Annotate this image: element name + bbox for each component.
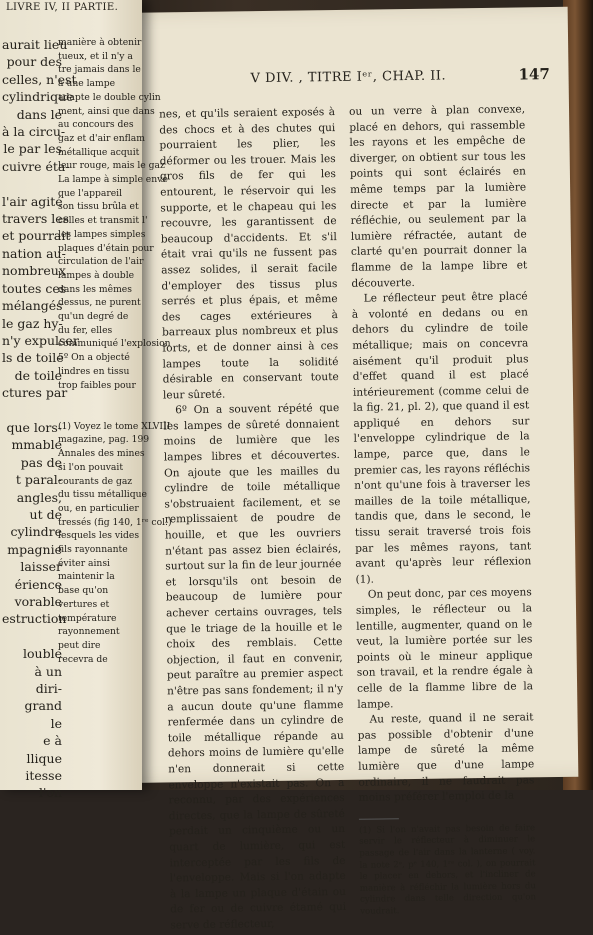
text-line: fils rayonnante: [58, 544, 128, 556]
text-line: [2, 175, 62, 192]
text-line: tueux, et il n'y a: [58, 50, 133, 62]
text-line: le gaz hy-: [2, 315, 63, 331]
text-line: e à: [43, 733, 62, 749]
text-line: vertures et: [58, 598, 110, 610]
text-line: et pourrait: [2, 228, 71, 244]
text-line: que l'appareil: [58, 187, 123, 199]
text-line: [2, 628, 62, 645]
text-line: lesquels les vides: [58, 530, 140, 542]
text-column-right: [349, 102, 536, 918]
text-line: ut de: [29, 506, 62, 522]
text-line: maintenir la: [58, 571, 115, 583]
text-line: érience: [14, 576, 62, 592]
text-line: n'y expulser: [2, 332, 79, 348]
text-line: celles, n'est: [2, 71, 77, 87]
page-number: 147: [518, 65, 550, 84]
text-line: itesse: [25, 768, 62, 784]
text-line: angles,: [16, 489, 62, 505]
text-line: rayonnement: [58, 626, 120, 638]
text-line: travers les: [2, 211, 70, 227]
running-head: V DIV. , TITRE Iᵉʳ, CHAP. II.: [250, 68, 447, 87]
text-line: l'on: [38, 785, 62, 801]
text-line: vorable: [14, 594, 62, 609]
text-line: estruction: [2, 611, 67, 627]
paragraph: 6º On a souvent répété que les lampes de sûreté donnaient moins de lumière que les lampes libres et découvertes. On ajoute que les mailles du cylindre de toile métallique s'obstruaient facilement, et se remplissaient de poudre de houille, et que les ouvriers n'étant pas assez bien éclairés, surtout sur la fin de leur journée et lorsqu'ils ont besoin de beaucoup de lumière pour achever certains ouvrages, tels que le triage de la houille et le choix des remblais. Cette objection, il faut en convenir, peut paraître au premier aspect n'être pas sans fondement; il n'y a aucun doute qu'une flamme renfermée dans un cylindre de toile métallique répande au dehors moins de lumière qu'elle n'en donnerait si cette enveloppe n'existait pas. On a reconnu, par des expériences directes, que la lampe de sûreté perdait un cinquième ou un quart de lumière, qui est interceptée par les fils de l'enveloppe. Mais si l'on adapte à la lampe un plaque d'étain ou de fer ou de cuivre étamé qui serve de réflecteur,: [163, 402, 347, 932]
text-line: adapte le double cylin: [58, 91, 161, 103]
paragraph: On peut donc, par ces moyens simples, le réflecteur ou la lentille, augmenter, quand on le veut, la lumière portée sur les points où le mineur applique son travail, et la rendre égale à celle de la flamme libre de la lampe.: [355, 586, 534, 711]
text-line: ls de toile: [2, 350, 64, 366]
text-line: grand: [24, 698, 62, 714]
text-line: gaz et d'air enflam: [58, 132, 145, 144]
text-line: leur rouge, mais le gaz: [58, 160, 165, 172]
text-line: lindres en tissu: [58, 365, 130, 377]
text-line: mpagnie: [7, 541, 62, 557]
paragraph: ou un verre à plan convexe, placé en dehors, qui rassemble les rayons et les empêche de diverger, on obtient sur tous les points qui sont éclairés en même temps par la lumière directe et par la lumière réfléchie, ou seulement par la lumière réfractée, autant de clarté qu'en pourrait donner la flamme de la lampe libre et découverte.: [348, 103, 528, 290]
text-line: du fer, elles: [58, 324, 113, 336]
text-line: son tissu brûla et: [58, 201, 139, 213]
text-line: qu'un degré de: [58, 311, 129, 323]
text-column-left: [159, 105, 347, 934]
text-line: trop faibles pour: [58, 379, 136, 391]
text-line: le par les: [3, 141, 62, 157]
left-page: [0, 0, 172, 801]
text-line: les lampes simples: [58, 228, 146, 240]
text-line: laisser: [20, 559, 62, 575]
text-line: ou, en particulier: [58, 502, 139, 514]
text-line: du tissu métallique: [58, 489, 147, 501]
text-line: mmable: [11, 437, 62, 453]
text-line: à un: [34, 663, 62, 679]
text-line: louble: [23, 646, 62, 662]
text-line: à la circu-: [2, 124, 66, 140]
text-line: Annales des mines: [58, 448, 145, 460]
text-line: plaques d'étain pour: [58, 242, 154, 254]
text-line: courants de gaz: [58, 475, 133, 487]
left-running-head: LIVRE IV, II PARTIE.: [6, 2, 119, 13]
text-line: cuivre éta-: [2, 158, 70, 174]
text-line: ment, ainsi que dans: [58, 105, 155, 117]
text-line: [58, 392, 148, 406]
text-line: nation au-: [2, 245, 66, 261]
text-line: au concours des: [58, 119, 134, 131]
text-line: La lampe à simple enve: [58, 174, 168, 186]
text-line: dessus, ne purent: [58, 297, 141, 309]
right-page: [100, 7, 579, 932]
text-line: 5º On a objecté: [58, 352, 130, 364]
text-line: éviter ainsi: [58, 557, 110, 569]
left-column-1: [2, 36, 79, 802]
paragraph: Au reste, quand il ne serait pas possible d'obtenir d'une lampe de sûreté la même lumière que d'une lampe ordinaire, il ne faudrait pas moins préférer l'emploi de la: [357, 711, 535, 804]
text-line: métallique acquit: [58, 146, 140, 158]
text-line: pas de: [20, 454, 62, 470]
text-line: [2, 402, 62, 419]
text-line: mélangés: [2, 298, 63, 314]
text-line: toutes ces: [2, 280, 67, 296]
paragraph: Le réflecteur peut être placé à volonté en dedans ou en dehors du cylindre de toile métallique; mais on concevra aisément qu'il produit plus d'effet quand il est placé intérieurement (comme celui de la fig. 21, pl. 2), que quand il est appliqué en dehors sur l'enveloppe cylindrique de la lampe, parce que, dans le premier cas, les rayons réfléchis n'ont qu'une fois à traverser les mailles de la toile métallique, tandis que, dans le second, le tissu serait traversé trois fois par les mêmes rayons, tant avant qu'après leur réflexion (1).: [351, 290, 532, 586]
text-line: (1) Voyez le tome XLVIII: [58, 420, 171, 432]
text-line: peut dire: [58, 639, 101, 651]
text-line: pour des: [6, 54, 62, 70]
text-line: à une lampe: [58, 78, 116, 90]
text-line: [58, 406, 148, 420]
text-line: le: [50, 715, 62, 731]
text-line: tre jamais dans le: [58, 64, 141, 76]
text-line: llique: [26, 750, 62, 766]
paragraph: nes, et qu'ils seraient exposés à des chocs et à des chutes qui pourraient les plier, les déformer ou les trouer. Mais les gros fils de fer qui les entourent, le réservoir qui les supporte, et le chapeau qui les recouvre, les garantissent de beaucoup d'accidents. Et s'il était vrai qu'ils ne fussent pas assez solides, il serait facile d'employer des tissus plus serrés et plus épais, et même des cages extérieures à barreaux plus nombreux et plus forts, et de donner ainsi à ces lampes toute la solidité désirable en conservant toute leur sûreté.: [158, 106, 339, 402]
text-line: de toile: [14, 367, 62, 383]
footnote: (1) Si l'on n'avait pas besoin de faire servir le réflecteur à diminuer le passage de l'air dans la lanterne ( voy. la note 2ᵉ, pᵉ 140, 1ʳᵉ col. ), on pourrait le placer en dehors, et l'incliner de manière à réfléchir la lumière hors du cylindre dans telle direction qu'on voudrait.: [359, 823, 537, 917]
text-line: t paral-: [15, 472, 62, 488]
left-column-2: [58, 36, 172, 666]
text-line: température: [58, 612, 117, 624]
text-line: manière à obtenir: [58, 37, 142, 48]
text-line: dans les mêmes: [58, 283, 132, 295]
text-line: lampes à double: [58, 269, 135, 281]
text-line: cylindrique: [2, 89, 74, 105]
text-line: dans le: [16, 106, 62, 122]
text-line: base qu'on: [58, 585, 109, 597]
text-line: magazine, pag. 199: [58, 434, 150, 446]
text-line: recevra de: [58, 653, 108, 665]
text-line: circulation de l'air: [58, 256, 144, 268]
text-line: l'air agité: [2, 193, 63, 209]
text-line: ctures par: [2, 385, 68, 401]
text-line: si l'on pouvait: [58, 461, 124, 473]
text-line: celles et transmit l': [58, 215, 148, 227]
text-line: diri-: [35, 681, 62, 697]
text-line: communiqué l'explosion: [58, 338, 171, 350]
text-line: nombreux: [2, 263, 66, 279]
text-line: tressés (fig 140, 1ʳᵉ col.): [58, 516, 172, 528]
text-line: cylindre: [10, 524, 62, 540]
footnote-rule: [359, 818, 399, 820]
text-line: que lors-: [6, 419, 62, 435]
text-line: aurait lieu: [2, 37, 68, 52]
